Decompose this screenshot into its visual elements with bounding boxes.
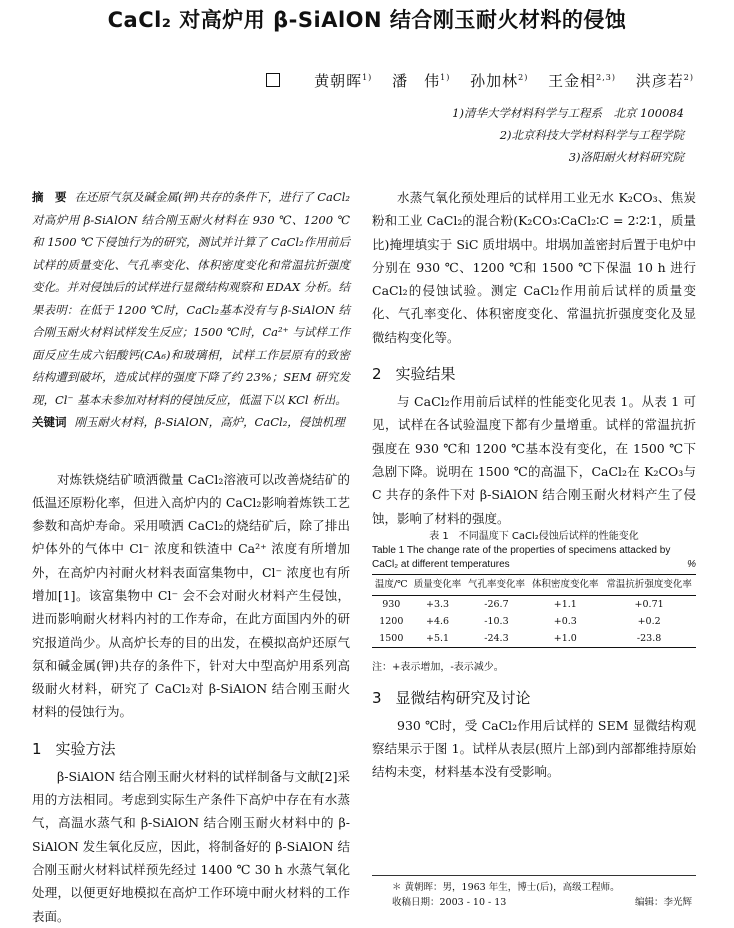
section-2-paragraph-1: 与 CaCl₂作用前后试样的性能变化见表 1。从表 1 可见，试样在各试验温度下都有少量增重。试样的常温抗折强度在 930 ℃和 1200 ℃基本没有变化，在 1500 ℃下急剧下降。说明在 1500 ℃的高温下，CaCl₂在 K₂CO₃与 C 共存的条件下对 β-SiAlON 结合刚玉耐火材料产生了侵蚀，影响了材料的强度。 (372, 394, 696, 526)
author-1: 黄朝晖$^{1)}$ (314, 72, 373, 90)
intro-paragraph: 对炼铁烧结矿喷洒微量 CaCl₂溶液可以改善烧结矿的低温还原粉化率，但进入高炉内的 CaCl₂影响着炼铁工艺参数和高炉寿命。采用喷洒 CaCl₂的烧结矿后，除了排出炉体外的气体中 Cl⁻ 浓度和铁渣中 Ca²⁺ 浓度有所增加外，在高炉内衬耐火材料表面富集物中，Cl⁻ 浓度也有所增加[1]。该富集物中 Cl⁻ 会不会对耐火材料产生侵蚀，进而影响耐火材料内衬的工作寿命，在此方面国内外的研究报道尚少。从高炉长寿的目的出发，在模拟高炉还原气氛和碱金属(钾)共存的条件下，针对大中型高炉用系列高级耐火材料，研究了 CaCl₂对 β-SiAlON 结合刚玉耐火材料的侵蚀行为。 (32, 471, 350, 720)
table-header: 温度/℃ (372, 574, 411, 595)
checkbox-icon (266, 73, 280, 87)
paper-title: CaCl₂ 对高炉用 β-SiAlON 结合刚玉耐火材料的侵蚀 (107, 8, 627, 32)
table-caption-en: Table 1 The change rate of the properties of specimens attacked by CaCl₂ at different temperatures % (372, 544, 696, 570)
footnote (392, 880, 692, 910)
section-1-paragraph-1: β-SiAlON 结合刚玉耐火材料的试样制备与文献[2]采用的方法相同。考虑到实际生产条件下高炉中存在有水蒸气，高温水蒸气和 β-SiAlON 结合刚玉耐火材料中的 β-SiAlON 发生氧化反应，因此，将制备好的 β-SiAlON 结合刚玉耐火材料试样预先经过 1400 ℃ 30 h 水蒸气氧化处理，以便更好地模拟在高炉工作环境中耐火材料的工作表面。 (32, 768, 350, 924)
section-3-heading: 3 显微结构研究及讨论 (372, 688, 531, 707)
keywords-label: 关键词 (32, 415, 67, 429)
table-header: 体积密度变化率 (528, 574, 602, 595)
author-line (266, 70, 694, 91)
affiliation-1: 1)清华大学材料科学与工程系 北京 100084 (452, 106, 684, 120)
table-caption-cn: 表 1 不同温度下 CaCl₂侵蚀后试样的性能变化 (429, 530, 639, 542)
section-1-paragraph-2: 水蒸气氧化预处理后的试样用工业无水 K₂CO₃、焦炭粉和工业 CaCl₂的混合粉(K₂CO₃∶CaCl₂∶C = 2∶2∶1，质量比)掩埋填实于 SiC 质坩埚中。坩埚加盖密封后置于电炉中分别在 930 ℃、1200 ℃和 1500 ℃下保温 10 h 进行 CaCl₂的侵蚀试验。测定 CaCl₂作用前后试样的质量变化、气孔率变化、体积密度变化、常温抗折强度变化及显微结构变化等。 (372, 190, 696, 345)
keywords (32, 411, 350, 434)
table-row: 930 +3.3 -26.7 +1.1 +0.71 (382, 598, 664, 610)
author-5: 洪彦若$^{2)}$ (635, 72, 694, 90)
footnote-author: ＊ 黄朝晖：男，1963 年生，博士(后)，高级工程师。 (392, 882, 620, 893)
affiliation-2: 2)北京科技大学材料科学与工程学院 (499, 128, 684, 142)
footnote-editor: 编辑：李光辉 (634, 897, 692, 908)
table-header: 气孔率变化率 (465, 574, 529, 595)
author-2: 潘 伟$^{1)}$ (392, 72, 451, 90)
table-row: 1500 +5.1 -24.3 +1.0 -23.8 (372, 630, 696, 648)
table-row: 1200 +4.6 -10.3 +0.3 +0.2 (379, 615, 661, 627)
affiliation-3: 3)洛阳耐火材料研究院 (568, 150, 684, 164)
author-4: 王金相$^{2,3)}$ (548, 72, 616, 90)
abstract (32, 186, 350, 411)
keywords-text: 刚玉耐火材料，β-SiAlON，高炉，CaCl₂，侵蚀机理 (74, 415, 345, 429)
abstract-label: 摘 要 (32, 190, 67, 204)
table-header: 质量变化率 (411, 574, 465, 595)
abstract-text: 在还原气氛及碱金属(钾)共存的条件下，进行了 CaCl₂对高炉用 β-SiAlON 结合刚玉耐火材料在 930 ℃、1200 ℃和 1500 ℃下侵蚀行为的研究，测试并计算了 CaCl₂作用前后试样的质量变化、气孔率变化、体积密度变化和常温抗折强度变化。并对侵蚀后的试样进行显微结构观察和 EDAX 分析。结果表明：在低于 1200 ℃时，CaCl₂基本没有与 β-SiAlON 结合刚玉耐火材料试样发生反应；1500 ℃时，Ca²⁺ 与试样工作面反应生成六铝酸钙(CA₆)和玻璃相，试样工作层原有的致密结构遭到破坏，造成试样的强度下降了约 23%；SEM 研究发现，Cl⁻ 基本未参加对材料的侵蚀反应，低温下以 KCl 析出。 (32, 190, 350, 407)
right-column (372, 186, 696, 784)
results-table (372, 574, 696, 648)
table-note: 注：+表示增加，-表示减少。 (372, 661, 504, 673)
section-1-heading: 1 实验方法 (32, 739, 116, 758)
left-column (32, 186, 350, 928)
affiliations (452, 102, 684, 168)
author-3: 孙加林$^{2)}$ (470, 72, 529, 90)
table-unit: % (687, 558, 696, 570)
section-3-paragraph-1: 930 ℃时，受 CaCl₂作用后试样的 SEM 显微结构观察结果示于图 1。试样从表层(照片上部)到内部都维持原始结构未变，材料基本没有受影响。 (372, 717, 696, 780)
table-header: 常温抗折强度变化率 (602, 574, 696, 595)
section-2-heading: 2 实验结果 (372, 365, 456, 384)
footnote-divider (372, 875, 696, 876)
footnote-received: 收稿日期：2003 - 10 - 13 (392, 897, 507, 908)
